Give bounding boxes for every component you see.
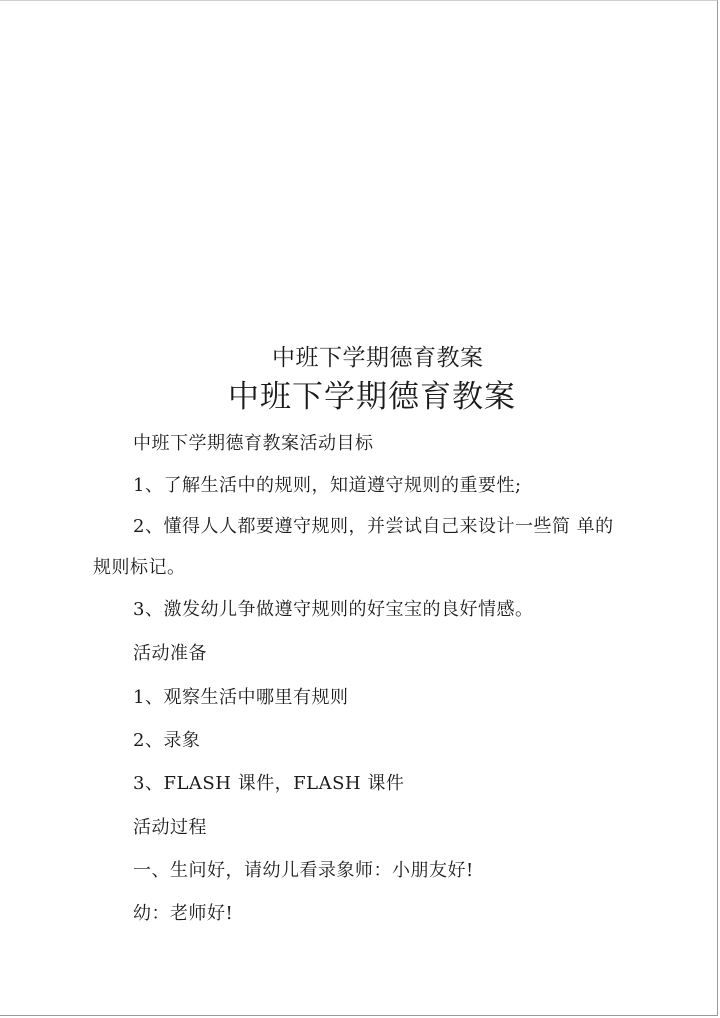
document-title: 中班下学期德育教案 bbox=[228, 379, 516, 415]
paragraph-goal-3: 3、激发幼儿争做遵守规则的好宝宝的良好情感。 bbox=[133, 599, 534, 620]
paragraph-process-2: 幼：老师好! bbox=[133, 903, 234, 924]
paragraph-goal-1: 1、了解生活中的规则，知道遵守规则的重要性; bbox=[133, 475, 522, 496]
document-subtitle: 中班下学期德育教案 bbox=[272, 345, 484, 371]
paragraph-goal-2-continued: 规则标记。 bbox=[93, 557, 186, 578]
paragraph-goals-heading: 中班下学期德育教案活动目标 bbox=[133, 433, 374, 454]
paragraph-process-heading: 活动过程 bbox=[133, 817, 207, 838]
paragraph-preparation-heading: 活动准备 bbox=[133, 643, 207, 664]
paragraph-process-1: 一、生问好，请幼儿看录象师：小朋友好! bbox=[133, 860, 474, 881]
paragraph-goal-2: 2、懂得人人都要遵守规则，并尝试自己来设计一些简 单的 bbox=[133, 516, 614, 537]
paragraph-preparation-1: 1、观察生活中哪里有规则 bbox=[133, 687, 349, 708]
paragraph-preparation-3: 3、FLASH 课件，FLASH 课件 bbox=[133, 773, 405, 794]
paragraph-preparation-2: 2、录象 bbox=[133, 730, 201, 751]
